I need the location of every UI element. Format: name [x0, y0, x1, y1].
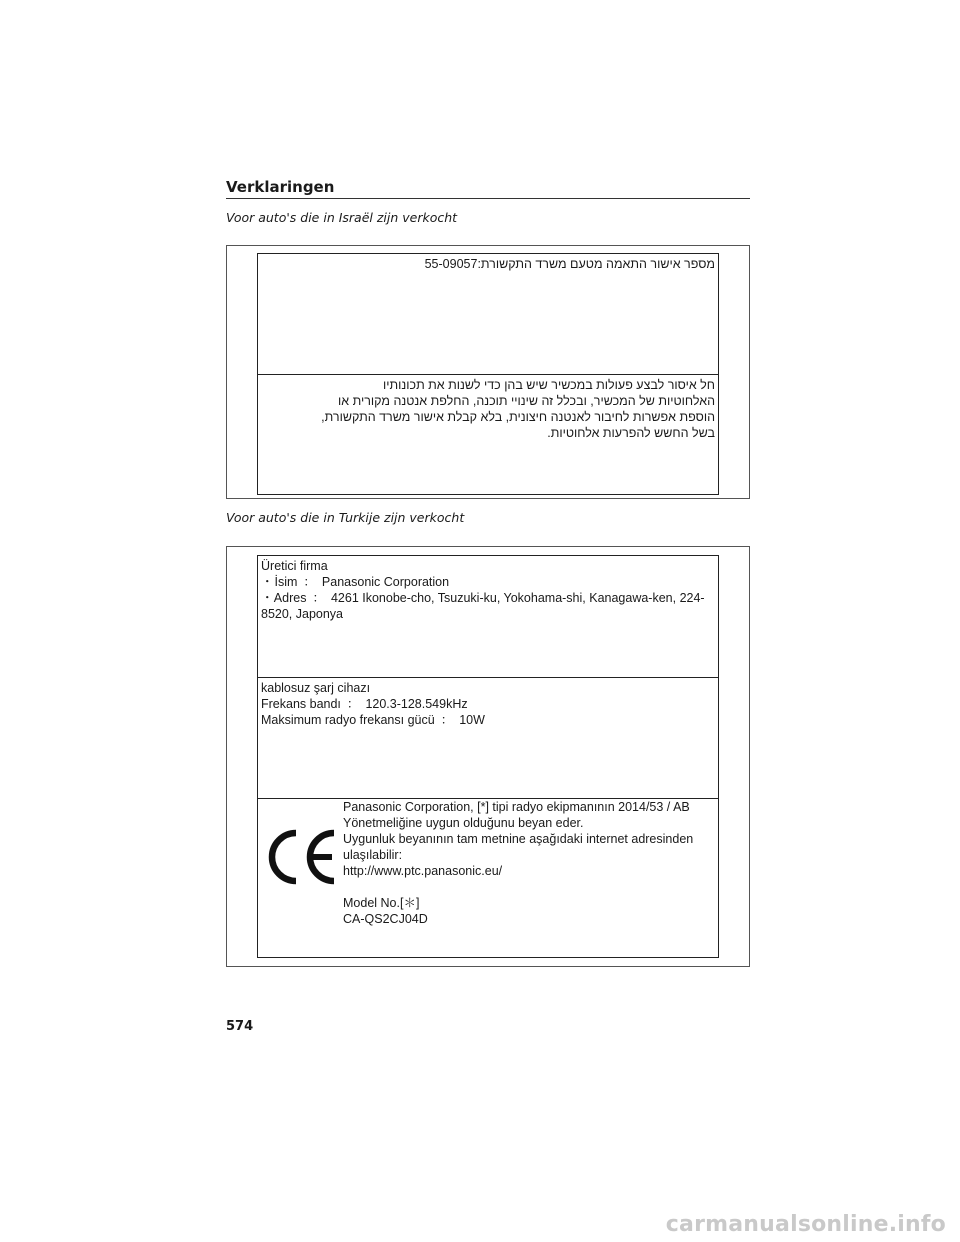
separator: ： [312, 591, 325, 605]
israel-warning-line: חל איסור לבצע פעולות במכשיר שיש בהן כדי לשנות את תכונותיו [383, 378, 715, 392]
bullet: ・ [261, 575, 274, 589]
name-key: İsim [274, 575, 298, 589]
conformity-line: Panasonic Corporation, [*] tipi radyo ekipmanının 2014/53 / AB [343, 800, 690, 814]
manufacturer-name-row [261, 574, 715, 590]
band-value: 120.3-128.549kHz [365, 697, 468, 711]
watermark: carmanualsonline.info [665, 1212, 946, 1237]
israel-approval-number: מספר אישור התאמה מטעם משרד התקשורת:55-09057 [424, 257, 715, 271]
section-title: Verklaringen [226, 178, 335, 196]
conformity-text [343, 799, 713, 927]
conformity-line: Yönetmeliğine uygun olduğunu beyan eder. [343, 816, 584, 830]
conformity-cell [258, 798, 718, 957]
device-name: kablosuz şarj cihazı [261, 681, 371, 695]
conformity-line: ulaşılabilir: [343, 848, 403, 862]
turkey-heading: Voor auto's die in Turkije zijn verkocht [226, 510, 465, 525]
address-key: Adres [273, 591, 307, 605]
spacer [343, 879, 713, 895]
separator: ： [440, 713, 454, 727]
page-number: 574 [226, 1019, 254, 1034]
israel-warning-line: הוספת אפשרות לחיבור לאנטנה חיצונית, בלא קבלת אישור משרד התקשורת, [321, 410, 715, 424]
manufacturer-label: Üretici firma [261, 559, 328, 573]
israel-label-table [257, 253, 719, 495]
manufacturer-address-row [261, 590, 715, 622]
power-value: 10W [459, 713, 485, 727]
manufacturer-cell [258, 556, 718, 677]
turkey-label-table [257, 555, 719, 958]
israel-warning-line: בשל החשש להפרעות אלחוטיות. [547, 426, 715, 440]
band-key: Frekans bandı [261, 697, 341, 711]
conformity-line: Uygunluk beyanının tam metnine aşağıdaki internet adresinden [343, 832, 694, 846]
max-power-row [261, 712, 715, 728]
israel-heading: Voor auto's die in Israël zijn verkocht [226, 210, 458, 225]
frequency-band-row [261, 696, 715, 712]
model-label: Model No.[＊] [343, 896, 420, 910]
israel-approval-cell [258, 254, 718, 374]
israel-warning-cell [258, 374, 718, 494]
conformity-url: http://www.ptc.panasonic.eu/ [343, 864, 503, 878]
separator: ： [346, 697, 360, 711]
bullet: ・ [261, 591, 274, 605]
device-cell [258, 677, 718, 798]
name-value: Panasonic Corporation [321, 575, 450, 589]
israel-warning-line: האלחוטיות של המכשיר, ובכלל זה שינויי תוכנה, החלפת אנטנה מקורית או [338, 394, 715, 408]
separator: ： [303, 575, 316, 589]
ce-mark-icon [266, 829, 338, 885]
address-value: 4261 Ikonobe-cho, Tsuzuki-ku, Yokohama-shi, Kanagawa-ken, 224-8520, Japonya [261, 591, 705, 621]
power-key: Maksimum radyo frekansı gücü [261, 713, 435, 727]
model-value: CA-QS2CJ04D [343, 912, 428, 926]
title-divider [226, 198, 750, 199]
